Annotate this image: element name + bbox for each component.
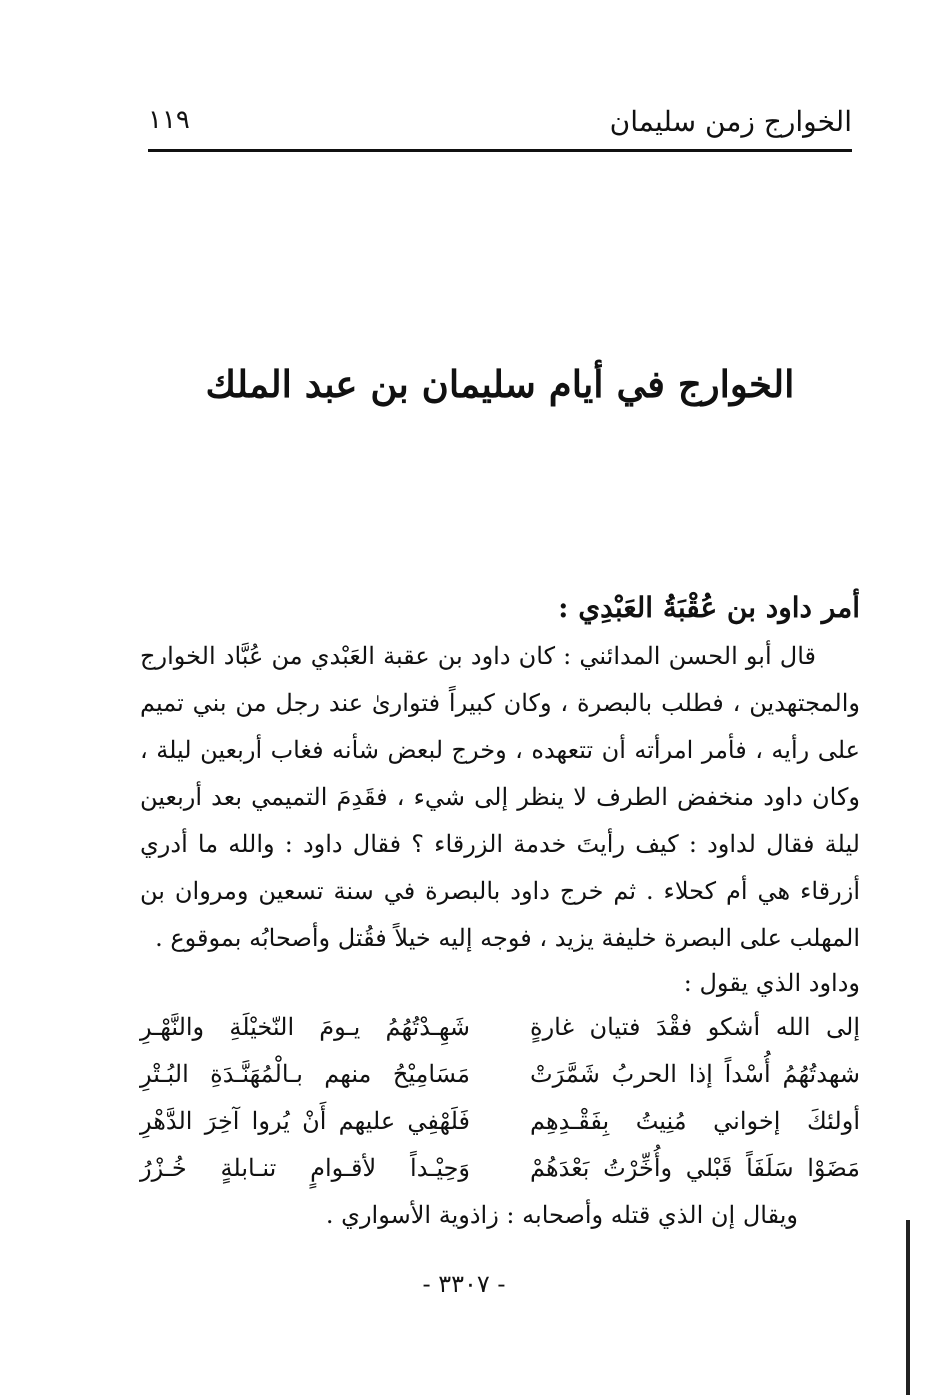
running-title: الخوارج زمن سليمان [609,105,852,138]
verse-line [140,1145,860,1192]
folio-number: - ٣٣٠٧ - [422,1270,506,1298]
verse-line [140,1051,860,1098]
header-rule [148,149,852,152]
paragraph-line: على رأيه ، فأمر امرأته أن تتعهده ، وخرج لبعض شأنه فغاب أربعين ليلة ، [140,736,860,764]
section-body [140,583,860,1238]
binding-edge-mark [906,1220,910,1395]
paragraph-line: والمجتهدين ، فطلب بالبصرة ، وكان كبيراً فتوارىٰ عند رجل من بني تميم [140,689,860,717]
verse-line [140,1098,860,1145]
verse-intro: وداود الذي يقول : [683,969,860,997]
second-hemistich: وَحِيْـداً لأقـوامٍ تنـابلةٍ خُـزْرُ [140,1154,470,1182]
paragraph-line: وكان داود منخفض الطرف لا ينظر إلى شيء ، فقَدِمَ التميمي بعد أربعين [140,783,860,811]
paragraph-line: المهلب على البصرة خليفة يزيد ، فوجه إليه خيلاً فقُتل وأصحابُه بموقوع . [155,924,860,952]
page-header [148,96,852,148]
page-number: ١١٩ [148,105,190,135]
closing-line: ويقال إن الذي قتله وأصحابه : زاذوية الأسواري . [325,1201,798,1229]
first-hemistich: أولئكَ إخواني مُنِيتُ بِفَقْـدِهِم [530,1107,860,1135]
first-hemistich: مَضَوْا سَلَفَاً قَبْلي وأُخِّرْتُ بَعْدَهُمْ [530,1154,860,1182]
first-hemistich: شهدتُهُمُ أُسْداً إذا الحربُ شَمَّرَتْ [530,1060,860,1088]
second-hemistich: فَلَهْفِي عليهم أَنْ يُروا آخِرَ الدَّهْرِ [140,1107,470,1135]
paragraph-line: قال أبو الحسن المدائني : كان داود بن عقبة العَبْدي من عُبَّاد الخوارج [140,642,816,670]
paragraph-line: ليلة فقال لداود : كيف رأيتَ خدمة الزرقاء ؟ فقال داود : والله ما أدري [140,830,860,858]
paragraph-line: أزرقاء هي أم كحلاء . ثم خرج داود بالبصرة في سنة تسعين ومروان بن [140,877,860,905]
section-heading: أمر داود بن عُقْبَةُ العَبْدِي : [558,591,860,624]
first-hemistich: إلى الله أشكو فقْدَ فتيان غارةٍ [530,1013,860,1041]
verse-line [140,1004,860,1051]
second-hemistich: مَسَامِيْحُ منهم بـالْمُهَنَّـدَةِ البُـتْرِ [140,1060,470,1088]
second-hemistich: شَهِـدْتُهُمُ يـومَ النّخيْلَةِ والنَّهْـرِ [140,1013,470,1041]
chapter-title: الخوارج في أيام سليمان بن عبد الملك [205,362,795,406]
